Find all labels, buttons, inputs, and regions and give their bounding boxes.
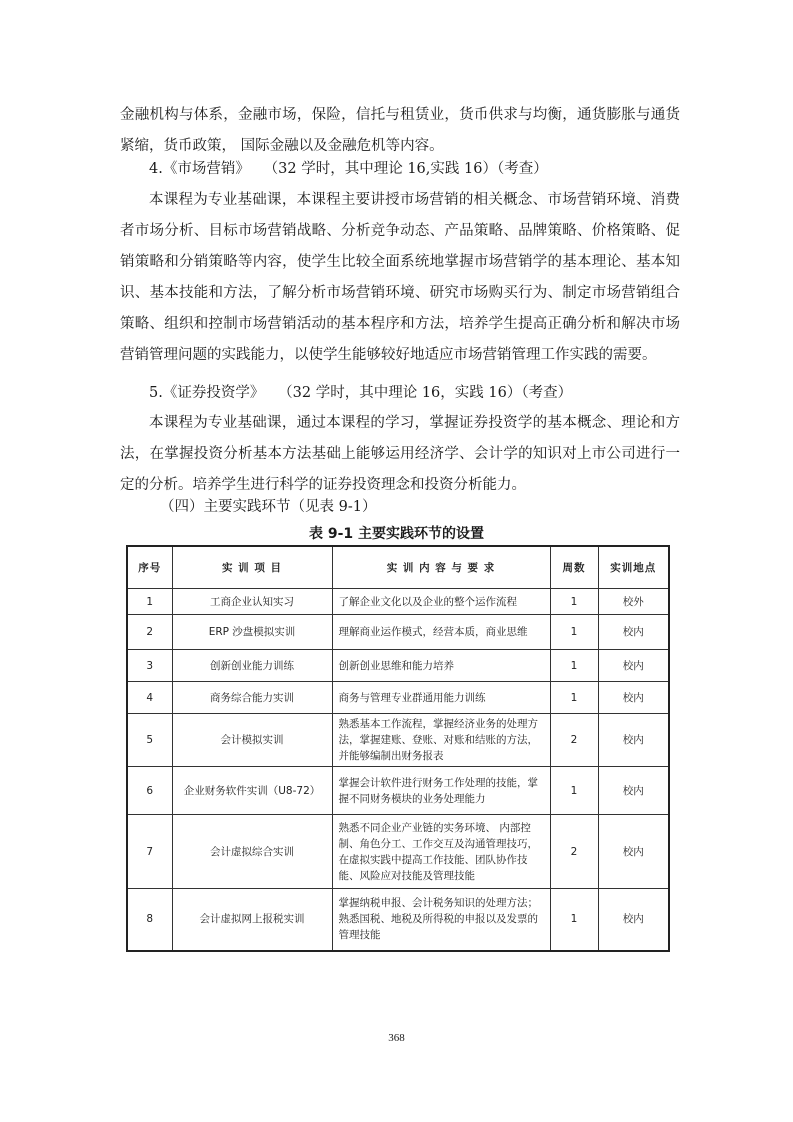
row-item: ERP 沙盘模拟实训 (172, 615, 332, 650)
row-location: 校内 (598, 714, 669, 767)
row-content: 商务与管理专业群通用能力训练 (332, 682, 550, 714)
table-row (127, 767, 669, 815)
header-weeks: 周数 (550, 546, 598, 589)
row-location: 校内 (598, 889, 669, 951)
row-location: 校内 (598, 815, 669, 889)
row-content: 熟悉不同企业产业链的实务环境、 内部控制、角色分工、工作交互及沟通管理技巧，在虚拟实践中提高工作技能、团队协作技能、风险应对技能及管理技能 (332, 815, 550, 889)
row-content: 了解企业文化以及企业的整个运作流程 (332, 589, 550, 615)
table-caption: 表 9-1 主要实践环节的设置 (308, 526, 485, 542)
row-weeks: 2 (550, 714, 598, 767)
row-weeks: 1 (550, 767, 598, 815)
row-no: 1 (127, 589, 172, 615)
row-content: 掌握会计软件进行财务工作处理的技能，掌握不同财务模块的业务处理能力 (332, 767, 550, 815)
row-no: 6 (127, 767, 172, 815)
header-location: 实训地点 (598, 546, 669, 589)
course-5-description: 本课程为专业基础课，通过本课程的学习，掌握证券投资学的基本概念、理论和方法，在掌握投资分析基本方法基础上能够运用经济学、会计学的知识对上市公司进行一定的分析。培养学生进行科学的证券投资理念和投资分析能力。 (120, 415, 680, 493)
table-row (127, 682, 669, 714)
row-content: 掌握纳税申报、会计税务知识的处理方法；熟悉国税、地税及所得税的申报以及发票的管理技能 (332, 889, 550, 951)
row-item: 企业财务软件实训（U8-72） (172, 767, 332, 815)
row-weeks: 1 (550, 615, 598, 650)
table-row (127, 589, 669, 615)
row-location: 校外 (598, 589, 669, 615)
row-content: 熟悉基本工作流程，掌握经济业务的处理方法，掌握建账、登账、对账和结账的方法，并能够编制出财务报表 (332, 714, 550, 767)
row-item: 会计虚拟网上报税实训 (172, 889, 332, 951)
header-no: 序号 (127, 546, 172, 589)
row-no: 5 (127, 714, 172, 767)
practice-table (126, 545, 670, 952)
table-row (127, 889, 669, 951)
row-location: 校内 (598, 682, 669, 714)
row-item: 会计虚拟综合实训 (172, 815, 332, 889)
course-4-description: 本课程为专业基础课，本课程主要讲授市场营销的相关概念、市场营销环境、消费者市场分析、目标市场营销战略、分析竞争动态、产品策略、品牌策略、价格策略、促销策略和分销策略等内容，使学生比较全面系统地掌握市场营销学的基本理论、基本知识、基本技能和方法，了解分析市场营销环境、研究市场购买行为、制定市场营销组合策略、组织和控制市场营销活动的基本程序和方法，培养学生提高正确分析和解决市场营销管理问题的实践能力，以使学生能够较好地适应市场营销管理工作实践的需要。 (120, 192, 680, 363)
row-weeks: 1 (550, 650, 598, 682)
table-row (127, 714, 669, 767)
row-location: 校内 (598, 615, 669, 650)
row-weeks: 1 (550, 589, 598, 615)
section-title: （四）主要实践环节（见表 9-1） (160, 499, 377, 515)
row-item: 创新创业能力训练 (172, 650, 332, 682)
table-row (127, 815, 669, 889)
course-5-heading: 5.《证券投资学》 （32 学时，其中理论 16，实践 16）（考查） (149, 385, 573, 401)
header-item: 实 训 项 目 (172, 546, 332, 589)
table-row (127, 650, 669, 682)
paragraph-financial-topics: 金融机构与体系，金融市场，保险，信托与租赁业，货币供求与均衡，通货膨胀与通货紧缩，货币政策， 国际金融以及金融危机等内容。 (120, 107, 680, 154)
row-no: 4 (127, 682, 172, 714)
row-item: 工商企业认知实习 (172, 589, 332, 615)
table-header-row (127, 546, 669, 589)
row-location: 校内 (598, 650, 669, 682)
row-location: 校内 (598, 767, 669, 815)
row-no: 7 (127, 815, 172, 889)
row-weeks: 2 (550, 815, 598, 889)
page-number: 368 (388, 1032, 405, 1044)
row-no: 2 (127, 615, 172, 650)
row-content: 理解商业运作模式，经营本质，商业思维 (332, 615, 550, 650)
course-4-heading: 4.《市场营销》 （32 学时，其中理论 16,实践 16）（考查） (149, 161, 548, 177)
row-no: 3 (127, 650, 172, 682)
row-weeks: 1 (550, 682, 598, 714)
row-weeks: 1 (550, 889, 598, 951)
row-item: 会计模拟实训 (172, 714, 332, 767)
row-item: 商务综合能力实训 (172, 682, 332, 714)
header-content: 实 训 内 容 与 要 求 (332, 546, 550, 589)
row-content: 创新创业思维和能力培养 (332, 650, 550, 682)
table-row (127, 615, 669, 650)
row-no: 8 (127, 889, 172, 951)
